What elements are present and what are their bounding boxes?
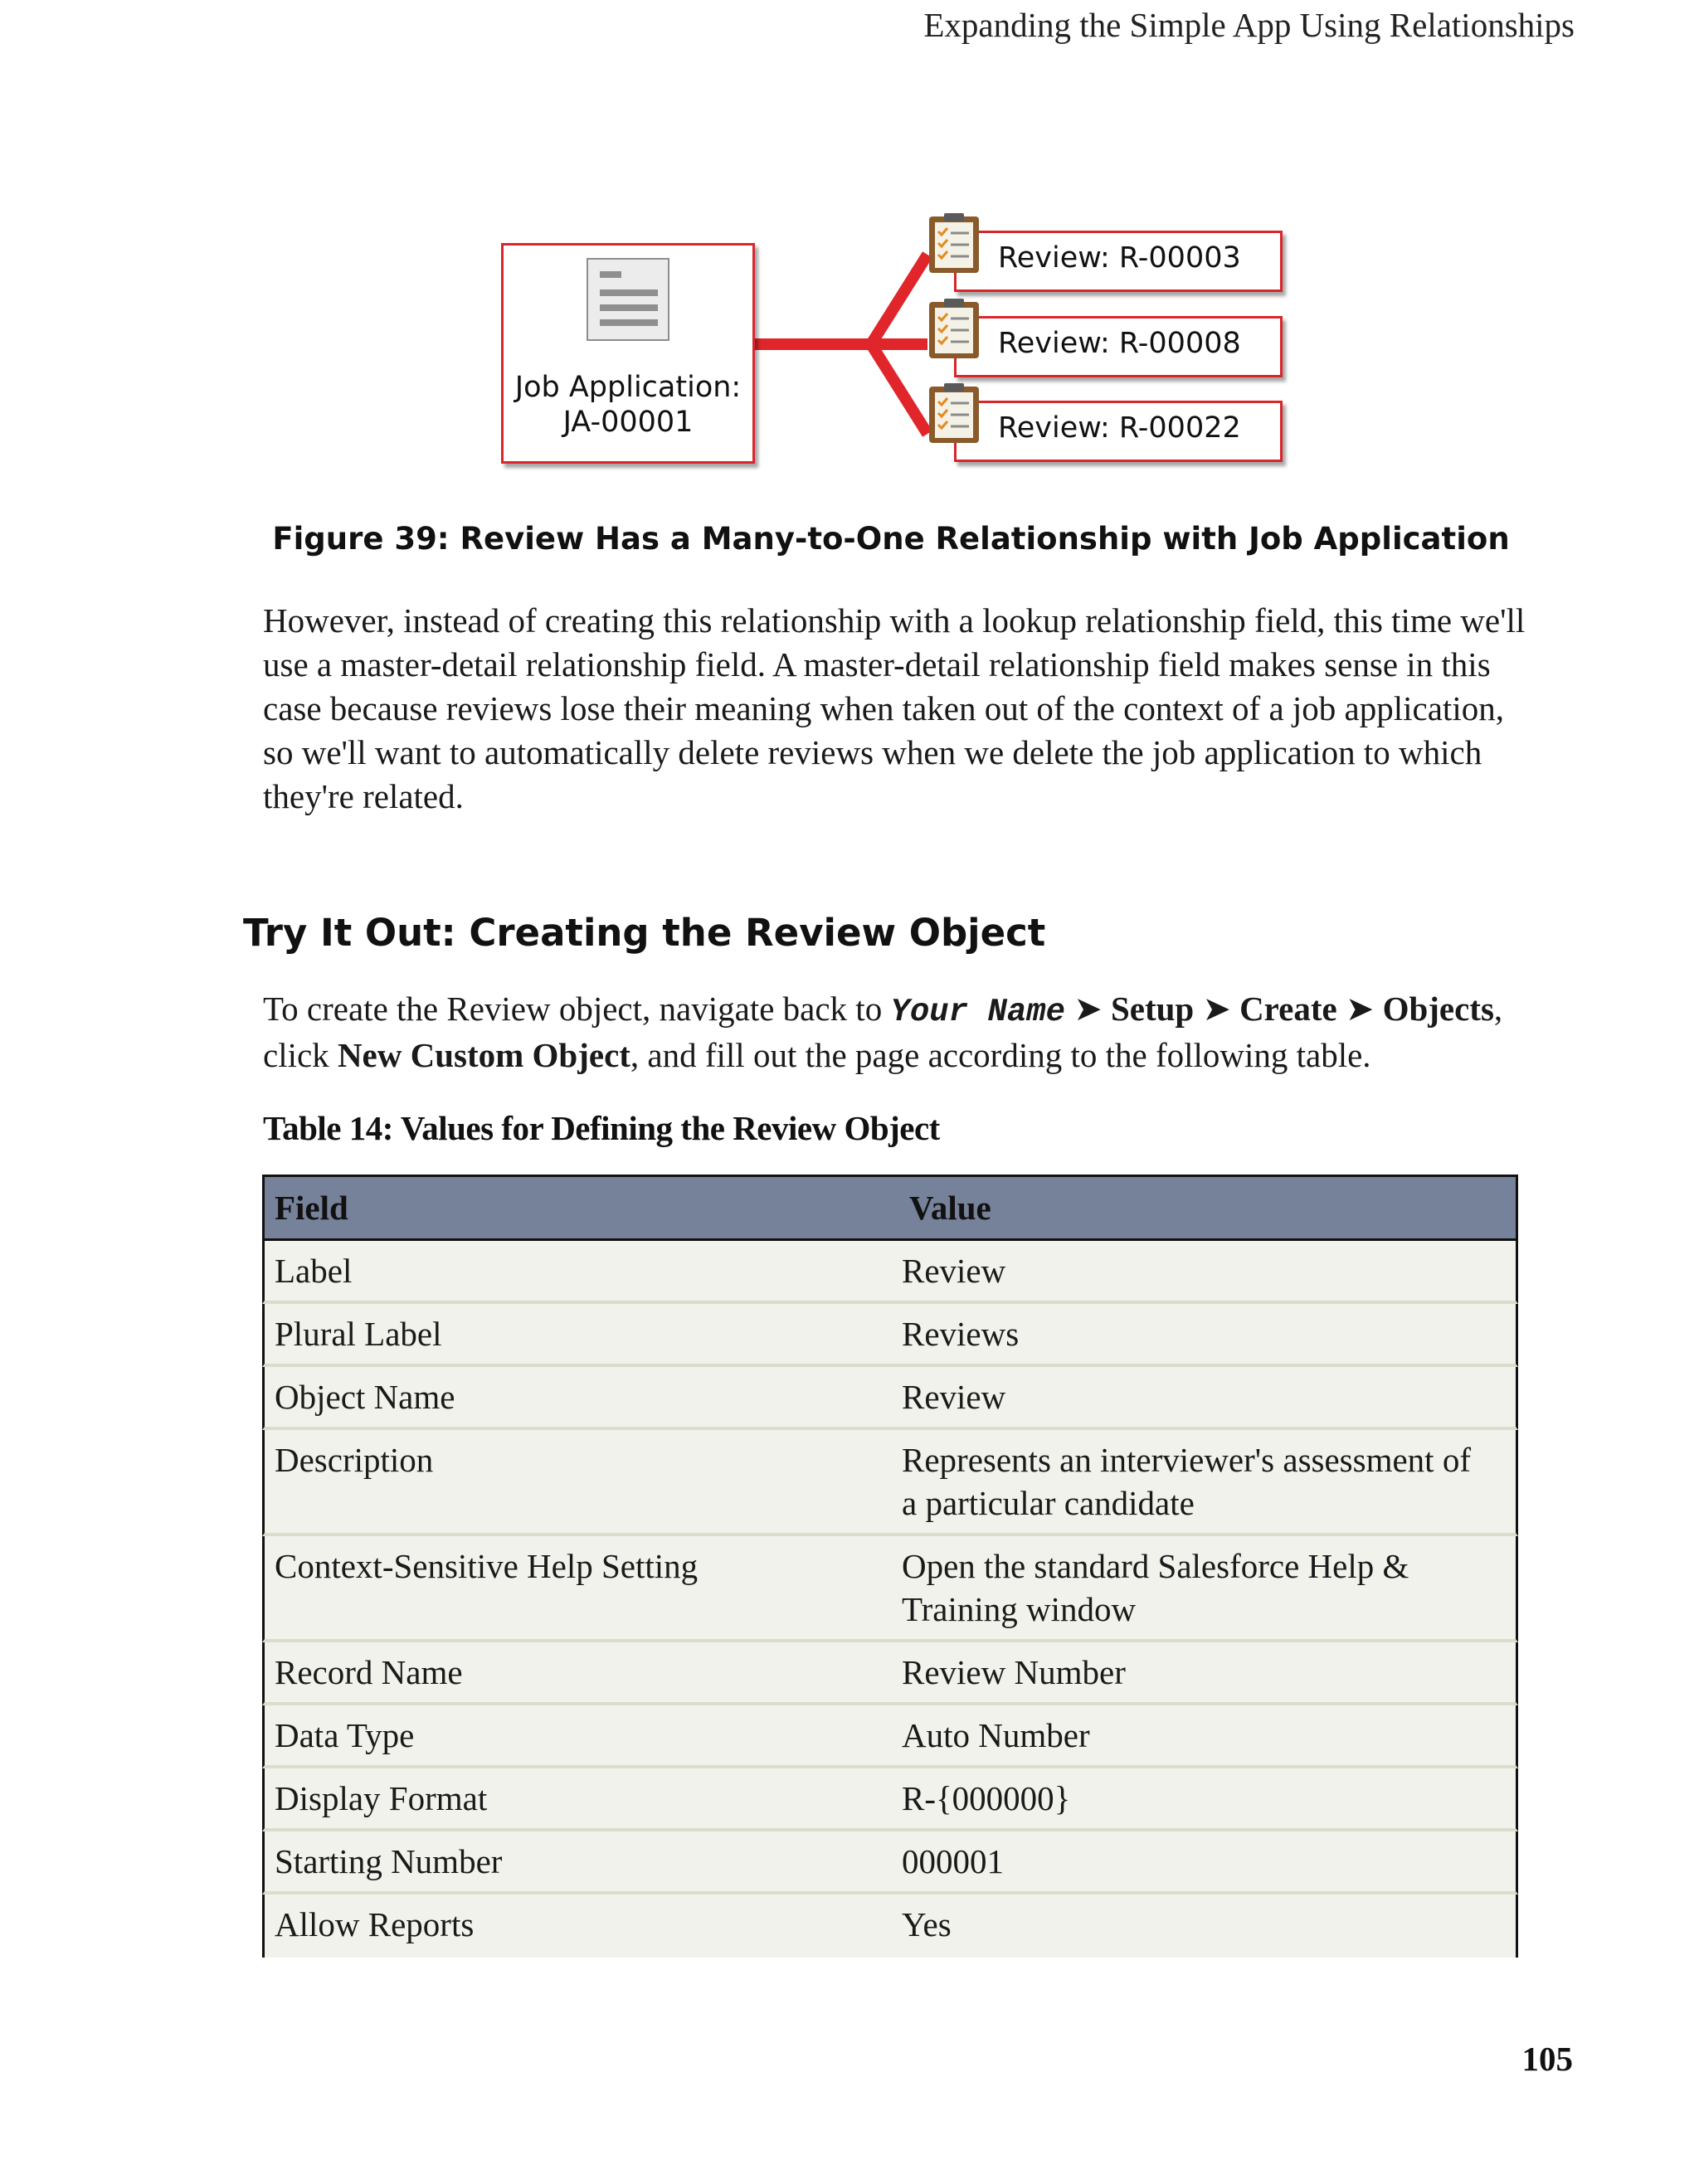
table-row: [262, 1642, 1518, 1705]
figure-caption: Figure 39: Review Has a Many-to-One Relationship with Job Application: [272, 521, 1510, 557]
page-number: 105: [1521, 2040, 1573, 2078]
field-cell: Context-Sensitive Help Setting: [275, 1547, 699, 1585]
value-cell: 000001: [902, 1842, 1004, 1880]
value-cell: Represents an interviewer's assessment of a particular candidate: [902, 1441, 1471, 1522]
column-header-field: Field: [275, 1189, 348, 1227]
clipboard-checklist-icon: [927, 297, 981, 360]
table-header-row: [262, 1175, 1518, 1241]
field-cell: Record Name: [275, 1653, 463, 1691]
table-row: [262, 1241, 1518, 1304]
section-title: Try It Out: Creating the Review Object: [243, 911, 1046, 955]
job-application-node: [501, 243, 755, 464]
field-cell: Description: [275, 1441, 434, 1479]
values-table: [262, 1175, 1518, 1958]
field-cell: Data Type: [275, 1716, 415, 1754]
table-row: [262, 1768, 1518, 1831]
path-your-name: Your Name: [890, 994, 1066, 1030]
value-cell: Auto Number: [902, 1716, 1090, 1754]
value-cell: Reviews: [902, 1315, 1020, 1353]
value-cell: Review Number: [902, 1653, 1126, 1691]
new-custom-object: New Custom Object: [337, 1036, 630, 1074]
clipboard-checklist-icon: [927, 212, 981, 275]
review-node: Review: R-00003: [954, 231, 1283, 292]
running-header: Expanding the Simple App Using Relationships: [923, 6, 1575, 44]
table-title: Table 14: Values for Defining the Review Object: [263, 1109, 940, 1147]
job-application-label: Job Application: JA-00001: [514, 371, 742, 439]
table-row: [262, 1367, 1518, 1430]
table-row: [262, 1536, 1518, 1642]
field-cell: Plural Label: [275, 1315, 442, 1353]
table-row: [262, 1430, 1518, 1536]
relationship-figure: [489, 203, 1286, 477]
column-header-value: Value: [909, 1189, 991, 1227]
value-cell: Review: [902, 1252, 1006, 1290]
value-cell: Open the standard Salesforce Help & Training window: [902, 1547, 1409, 1628]
table-row: [262, 1705, 1518, 1768]
field-cell: Starting Number: [275, 1842, 503, 1880]
path-objects: Objects: [1382, 990, 1494, 1028]
value-cell: Yes: [902, 1905, 952, 1943]
field-cell: Label: [275, 1252, 353, 1290]
navigation-instructions: To create the Review object, navigate back to Your Name ➤ Setup ➤ Create ➤ Objects, click New Custom Object, and fill out the page according to the following table.: [263, 990, 1503, 1074]
value-cell: R-{000000}: [902, 1779, 1071, 1817]
table-row: [262, 1831, 1518, 1895]
field-cell: Allow Reports: [275, 1905, 475, 1943]
review-node: Review: R-00008: [954, 316, 1283, 377]
document-icon: [587, 258, 669, 341]
clipboard-checklist-icon: [927, 382, 981, 445]
field-cell: Display Format: [275, 1779, 488, 1817]
review-node: Review: R-00022: [954, 401, 1283, 462]
field-cell: Object Name: [275, 1378, 455, 1416]
path-create: Create: [1239, 990, 1337, 1028]
path-setup: Setup: [1110, 990, 1195, 1028]
table-row: [262, 1895, 1518, 1958]
table-row: [262, 1304, 1518, 1367]
body-paragraph: However, instead of creating this relationship with a lookup relationship field, this time we'll use a master-detail relationship field. A master-detail relationship field makes sense in this case because reviews lose their meaning when taken out of the context of a job application, so we'll want to automatically delete reviews when we delete the job application to which they're related.: [263, 601, 1526, 815]
value-cell: Review: [902, 1378, 1006, 1416]
